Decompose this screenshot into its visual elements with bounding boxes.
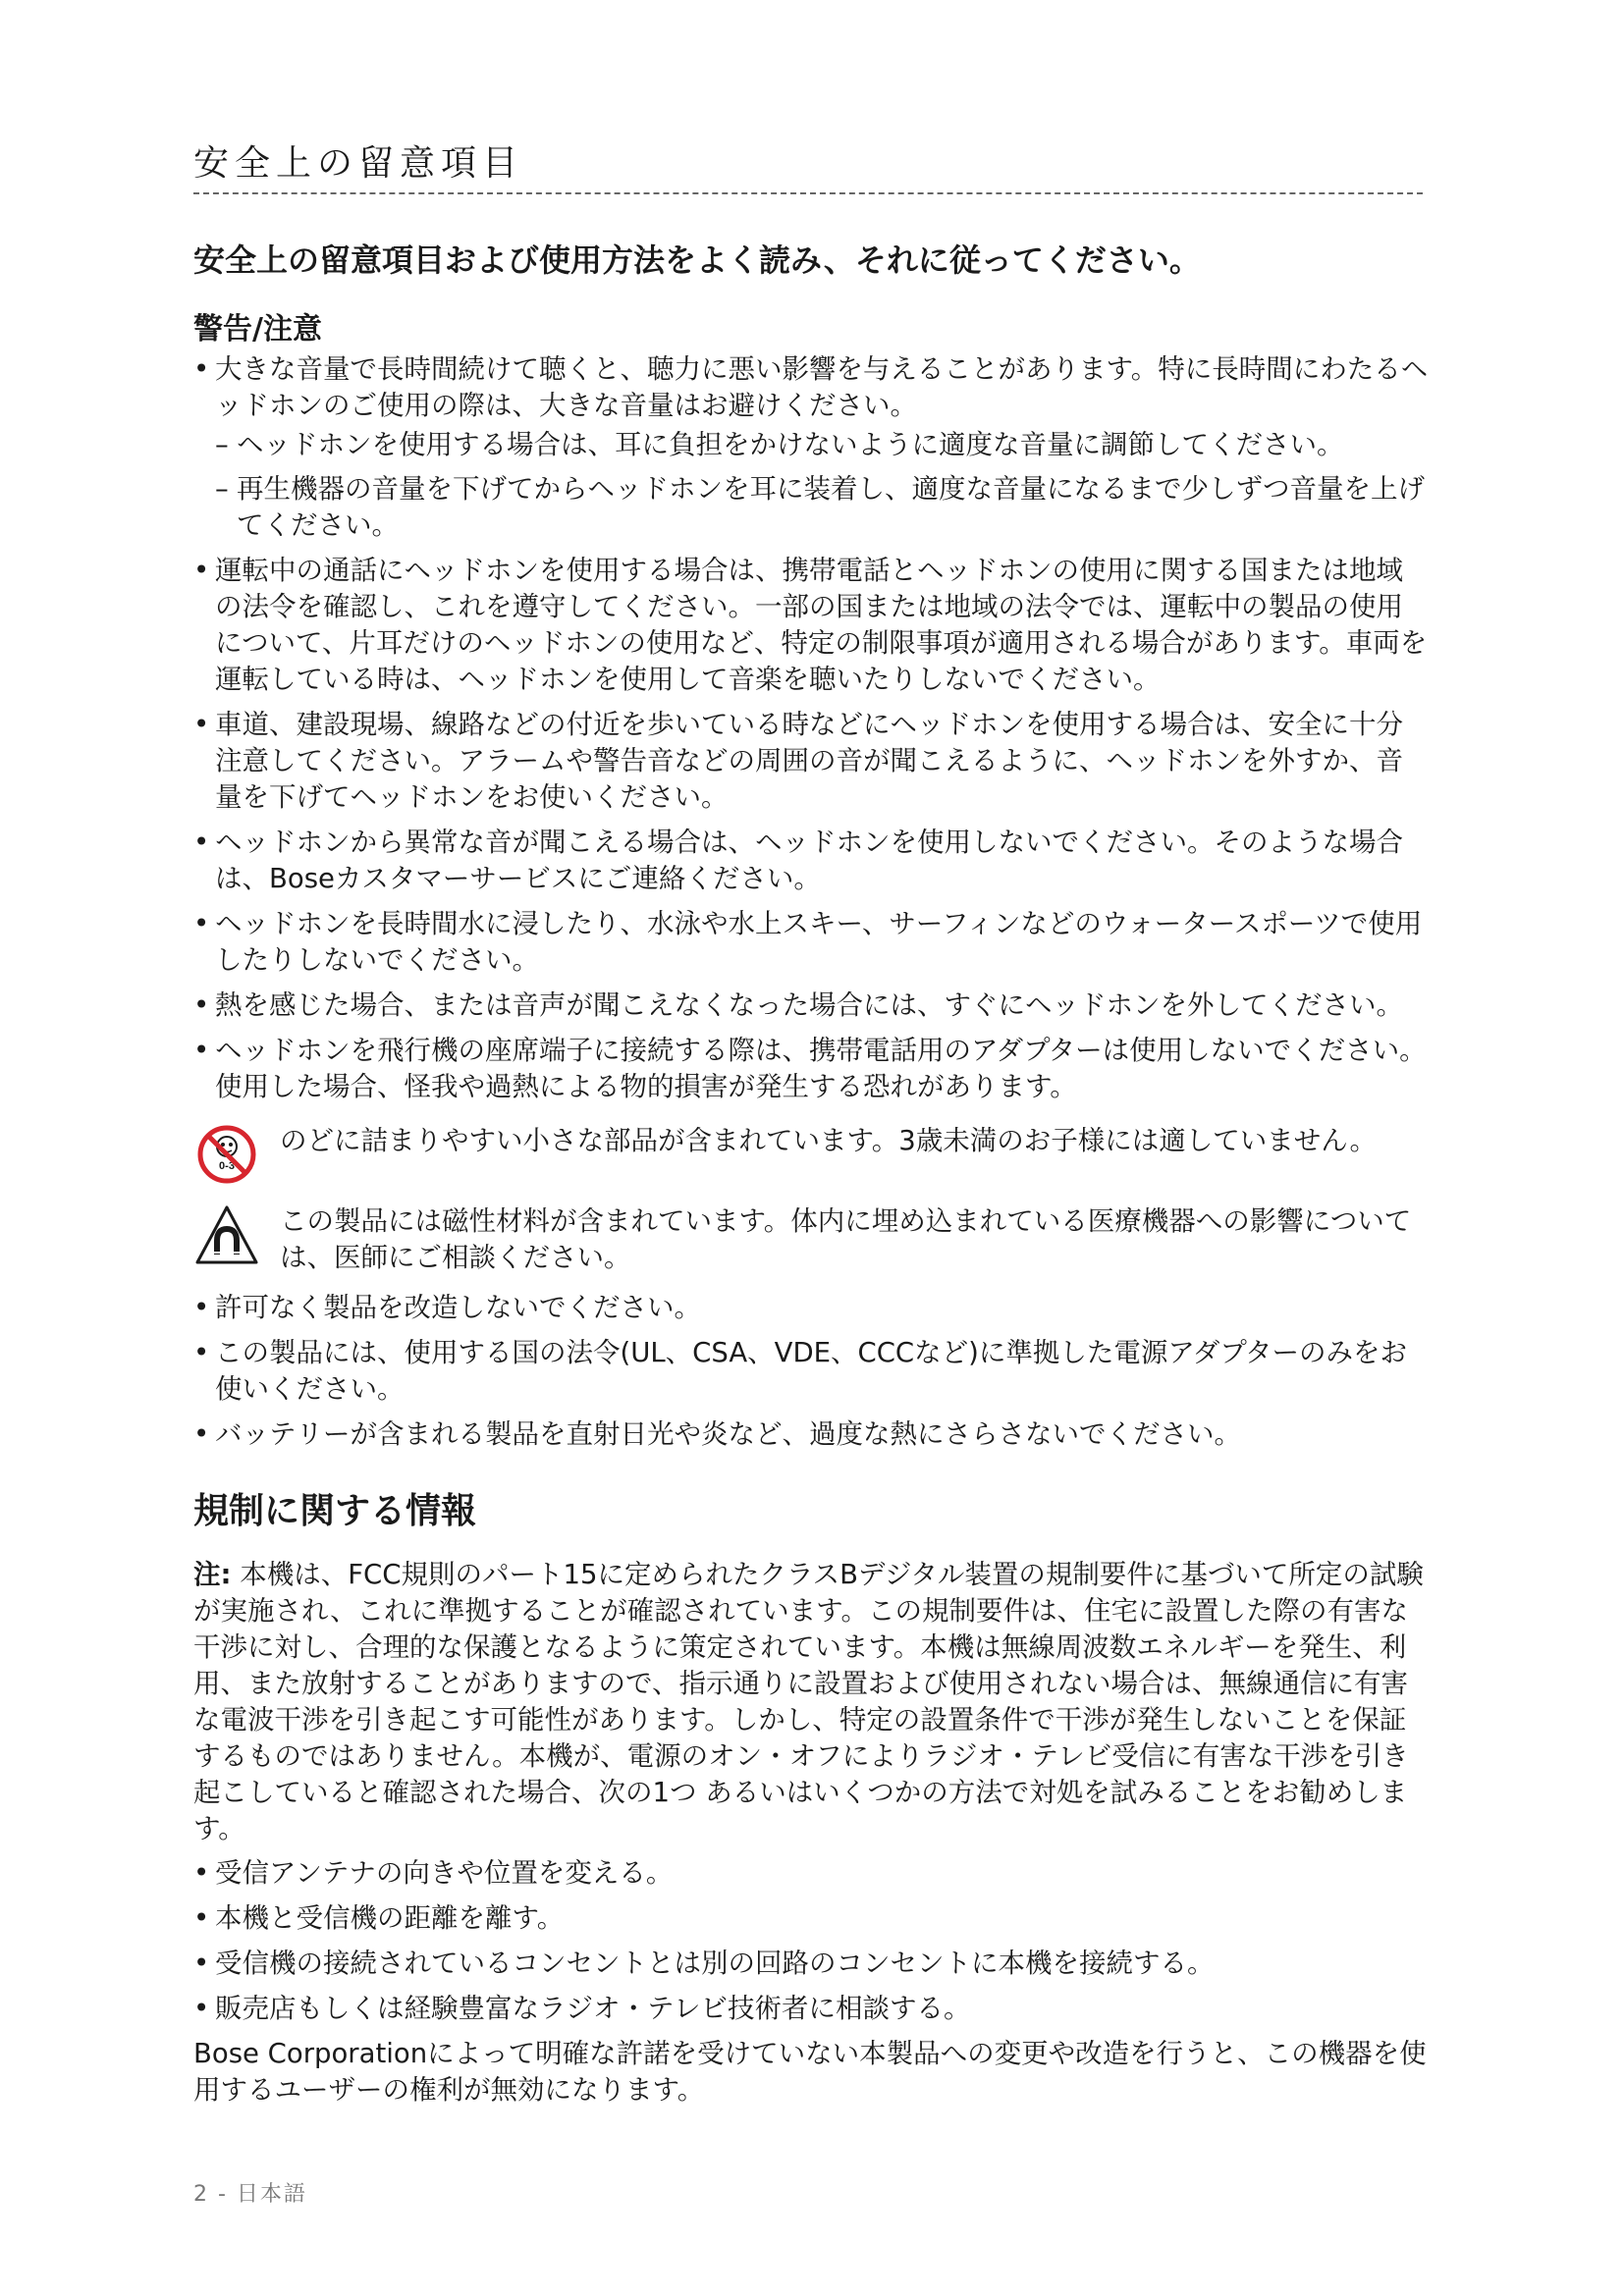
list-item: • 運転中の通話にヘッドホンを使用する場合は、携帯電話とヘッドホンの使用に関する国または地域の法令を確認し、これを遵守してください。一部の国または地域の法令では、運転中の製品の使用について、片耳だけのヘッドホンの使用など、特定の制限事項が適用される場合があります。車両を運転している時は、ヘッドホンを使用して音楽を聴いたりしないでください。 (193, 553, 1429, 698)
note-text: 本機は、FCC規則のパート15に定められたクラスBデジタル装置の規制要件に基づいて所定の試験が実施され、これに準拠することが確認されています。この規制要件は、住宅に設置した際の有害な干渉に対し、合理的な保護となるように策定されています。本機は無線周波数エネルギーを発生、利用、また放射することがありますので、指示通りに設置および使用されない場合は、無線通信に有害な電波干渉を引き起こす可能性があります。しかし、特定の設置条件で干渉が発生しないことを保証するものではありません。本機が、電源のオン・オフによりラジオ・テレビ受信に有害な干渉を引き起こしていると確認された場合、次の1つ あるいはいくつかの方法で対処を試みることをお勧めします。 (193, 1559, 1424, 1844)
additional-warning-list (193, 1290, 1429, 1453)
list-item-text: 大きな音量で長時間続けて聴くと、聴力に悪い影響を与えることがあります。特に長時間にわたるヘッドホンのご使用の際は、大きな音量はお避けください。 (215, 353, 1429, 421)
page-title: 安全上の留意項目 (193, 143, 524, 184)
list-item: • 車道、建設現場、線路などの付近を歩いている時などにヘッドホンを使用する場合は、安全に十分注意してください。アラームや警告音などの周囲の音が聞こえるように、ヘッドホンを外すか、音量を下げてヘッドホンをお使いください。 (193, 707, 1429, 816)
sublist-item: – ヘッドホンを使用する場合は、耳に負担をかけないように適度な音量に調節してください。 (215, 427, 1429, 463)
age-range-label: 0-3 (219, 1160, 235, 1172)
document-body (193, 312, 1429, 2116)
list-item: • この製品には、使用する国の法令(UL、CSA、VDE、CCCなど)に準拠した電源アダプターのみをお使いください。 (193, 1335, 1429, 1408)
list-item: • 許可なく製品を改造しないでください。 (193, 1290, 1429, 1326)
list-item: • ヘッドホンを飛行機の座席端子に接続する際は、携帯電話用のアダプターは使用しないでください。使用した場合、怪我や過熱による物的損害が発生する恐れがあります。 (193, 1033, 1429, 1105)
warning-heading: 警告/注意 (193, 312, 322, 347)
fcc-note (193, 1557, 1429, 1847)
closing-statement: Bose Corporationによって明確な許諾を受けていない本製品への変更や改造を行うと、この機器を使用するユーザーの権利が無効になります。 (193, 2038, 1427, 2106)
list-item: • 熱を感じた場合、または音声が聞こえなくなった場合には、すぐにヘッドホンを外してください。 (193, 988, 1429, 1024)
list-item: • ヘッドホンから異常な音が聞こえる場合は、ヘッドホンを使用しないでください。そのような場合は、Boseカスタマーサービスにご連絡ください。 (193, 825, 1429, 897)
list-item: • 販売店もしくは経験豊富なラジオ・テレビ技術者に相談する。 (193, 1991, 1429, 2027)
list-item: • 受信機の接続されているコンセントとは別の回路のコンセントに本機を接続する。 (193, 1946, 1429, 1982)
warning-list (193, 351, 1429, 1105)
choking-hazard-icon (193, 1123, 260, 1186)
sublist-item: – 再生機器の音量を下げてからヘッドホンを耳に装着し、適度な音量になるまで少しずつ音量を上げてください。 (215, 471, 1429, 544)
list-item: • 本機と受信機の距離を離す。 (193, 1900, 1429, 1937)
title-divider (193, 192, 1423, 194)
remedy-list (193, 1855, 1429, 2027)
volume-sublist (215, 427, 1429, 544)
list-item (193, 351, 1429, 544)
choking-hazard-notice (193, 1123, 1429, 1186)
note-label: 注: (193, 1559, 232, 1590)
list-item: • バッテリーが含まれる製品を直射日光や炎など、過度な熱にさらさないでください。 (193, 1416, 1429, 1453)
lead-instruction: 安全上の留意項目および使用方法をよく読み、それに従ってください。 (193, 241, 1201, 279)
magnet-warning-icon (193, 1203, 260, 1266)
list-item: • ヘッドホンを長時間水に浸したり、水泳や水上スキー、サーフィンなどのウォータースポーツで使用したりしないでください。 (193, 906, 1429, 979)
magnet-notice (193, 1203, 1429, 1276)
page-footer: 2 - 日本語 (193, 2182, 307, 2207)
regulatory-heading: 規制に関する情報 (193, 1491, 477, 1531)
choking-hazard-text: のどに詰まりやすい小さな部品が含まれています。3歳未満のお子様には適していません。 (280, 1125, 1377, 1156)
list-item: • 受信アンテナの向きや位置を変える。 (193, 1855, 1429, 1892)
magnet-warning-text: この製品には磁性材料が含まれています。体内に埋め込まれている医療機器への影響については、医師にご相談ください。 (280, 1205, 1412, 1273)
